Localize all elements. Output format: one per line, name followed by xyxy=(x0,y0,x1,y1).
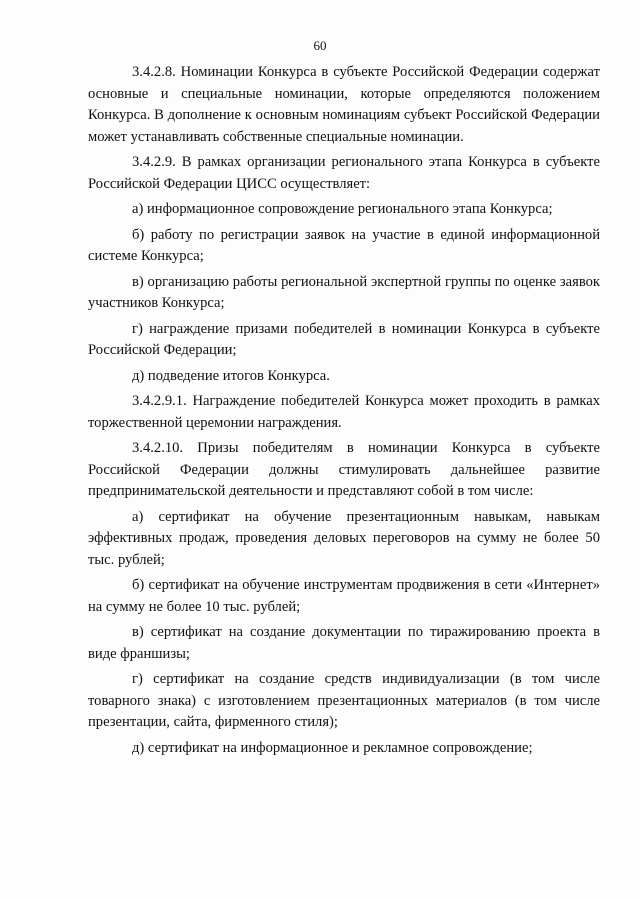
list-item-a: а) информационное сопровождение регионального этапа Конкурса; xyxy=(132,201,553,217)
prize-item-d: д) сертификат на информационное и рекламное сопровождение; xyxy=(132,739,533,756)
prize-item-a: а) сертификат на обучение презентационным навыкам, навыкам эффективных продаж, проведения деловых переговоров на сумму не более 50 тыс. рублей; xyxy=(88,508,600,568)
prize-item-b: б) сертификат на обучение инструментам продвижения в сети «Интернет» на сумму не более 10 тыс. рублей; xyxy=(88,577,600,615)
paragraph-3-4-2-8: 3.4.2.8. Номинации Конкурса в субъекте Российской Федерации содержат основные и специальные номинации, которые определяются положением Конкурса. В дополнение к основным номинациям субъект Российской Федерации может устанавливать собственные специальные номинации. xyxy=(88,64,600,145)
document-body xyxy=(88,62,600,763)
list-item-b: б) работу по регистрации заявок на участие в единой информационной системе Конкурса; xyxy=(88,226,600,264)
paragraph-3-4-2-9-1: 3.4.2.9.1. Награждение победителей Конкурса может проходить в рамках торжественной церемонии награждения. xyxy=(88,393,600,431)
prize-item-v: в) сертификат на создание документации по тиражированию проекта в виде франшизы; xyxy=(88,624,600,662)
list-item-d: д) подведение итогов Конкурса. xyxy=(132,367,330,384)
paragraph-3-4-2-9: 3.4.2.9. В рамках организации регионального этапа Конкурса в субъекте Российской Федерации ЦИСС осуществляет: xyxy=(88,154,600,192)
list-item-v: в) организацию работы региональной экспертной группы по оценке заявок участников Конкурса; xyxy=(88,273,600,311)
paragraph-3-4-2-10: 3.4.2.10. Призы победителям в номинации Конкурса в субъекте Российской Федерации должны стимулировать дальнейшее развитие предпринимательской деятельности и представляют собой в том числе: xyxy=(88,440,600,499)
list-item-g: г) награждение призами победителей в номинации Конкурса в субъекте Российской Федерации; xyxy=(88,320,600,358)
prize-item-g: г) сертификат на создание средств индивидуализации (в том числе товарного знака) с изготовлением презентационных материалов (в том числе презентации, сайта, фирменного стиля); xyxy=(88,671,600,730)
page-number: 60 xyxy=(313,38,327,53)
